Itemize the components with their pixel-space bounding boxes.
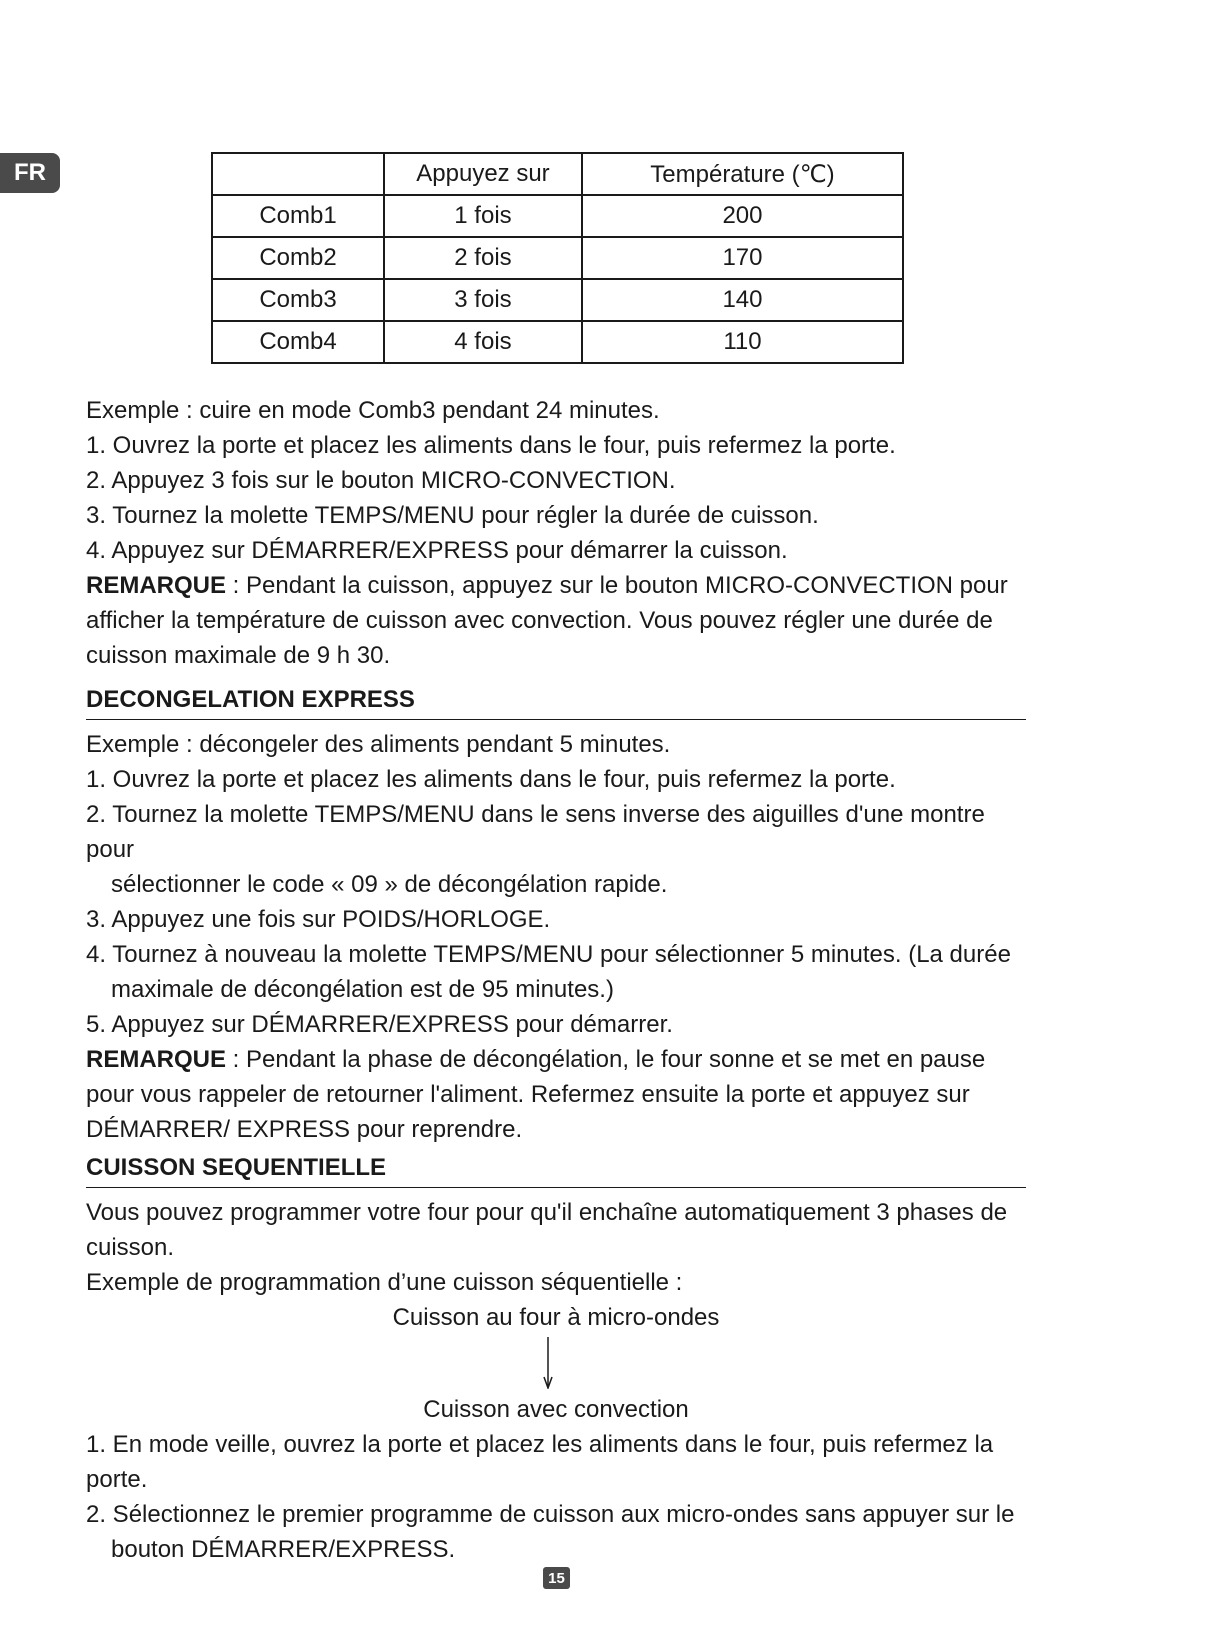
example-text: Exemple de programmation d’une cuisson séquentielle : (86, 1269, 683, 1296)
note-paragraph (86, 1042, 1026, 1147)
table-header: Température (℃) (582, 153, 903, 195)
flow-step: Cuisson au four à micro-ondes (392, 1304, 720, 1331)
section-heading: CUISSON SEQUENTIELLE (86, 1151, 1026, 1188)
flow-arrow (86, 1335, 1026, 1392)
note-label: REMARQUE (86, 1046, 227, 1073)
table-cell: 4 fois (384, 321, 582, 363)
step-text: 5. Appuyez sur DÉMARRER/EXPRESS pour démarrer. (86, 1011, 673, 1038)
temperature-table (211, 152, 904, 364)
step-text: 4. Tournez à nouveau la molette TEMPS/MENU pour sélectionner 5 minutes. (La durée (86, 941, 1011, 968)
page-number: 15 (543, 1567, 570, 1589)
table-cell: Comb2 (212, 237, 384, 279)
table-cell: Comb3 (212, 279, 384, 321)
table-cell: 170 (582, 237, 903, 279)
table-cell: 3 fois (384, 279, 582, 321)
table-header (212, 153, 384, 195)
step-text: 3. Tournez la molette TEMPS/MENU pour régler la durée de cuisson. (86, 502, 819, 529)
step-text: 3. Appuyez une fois sur POIDS/HORLOGE. (86, 906, 551, 933)
example-text: Exemple : cuire en mode Comb3 pendant 24 minutes. (86, 397, 660, 424)
step-text: 1. En mode veille, ouvrez la porte et placez les aliments dans le four, puis refermez la porte. (86, 1431, 994, 1493)
note-paragraph (86, 568, 1026, 673)
table-row (212, 279, 903, 321)
table-cell: 2 fois (384, 237, 582, 279)
table-cell: 1 fois (384, 195, 582, 237)
table-cell: Comb1 (212, 195, 384, 237)
step-text: 4. Appuyez sur DÉMARRER/EXPRESS pour démarrer la cuisson. (86, 537, 788, 564)
step-text: maximale de décongélation est de 95 minutes.) (111, 976, 614, 1003)
table-row (212, 195, 903, 237)
flow-step: Cuisson avec convection (423, 1396, 689, 1423)
note-text: : Pendant la phase de décongélation, le four sonne et se met en pause pour vous rappeler de retourner l'aliment. Refermez ensuite la porte et appuyez sur DÉMARRER/ EXPRESS pour reprendre. (86, 1046, 986, 1143)
table-header-row (212, 153, 903, 195)
example-text: Exemple : décongeler des aliments pendant 5 minutes. (86, 731, 671, 758)
note-text: : Pendant la cuisson, appuyez sur le bouton MICRO-CONVECTION pour afficher la température de cuisson avec convection. Vous pouvez régler une durée de cuisson maximale de 9 h 30. (86, 572, 1008, 669)
step-text: bouton DÉMARRER/EXPRESS. (111, 1536, 456, 1563)
table-cell: Comb4 (212, 321, 384, 363)
step-text: 1. Ouvrez la porte et placez les aliments dans le four, puis refermez la porte. (86, 766, 896, 793)
step-text: 2. Tournez la molette TEMPS/MENU dans le sens inverse des aiguilles d'une montre pour (86, 801, 985, 863)
table-cell: 110 (582, 321, 903, 363)
page-content (86, 393, 1026, 1567)
step-text: 2. Appuyez 3 fois sur le bouton MICRO-CONVECTION. (86, 467, 676, 494)
step-text: 1. Ouvrez la porte et placez les aliments dans le four, puis refermez la porte. (86, 432, 896, 459)
step-text: sélectionner le code « 09 » de décongélation rapide. (111, 871, 668, 898)
table-row (212, 321, 903, 363)
section-heading: DECONGELATION EXPRESS (86, 683, 1026, 720)
arrow-down-icon (542, 1337, 554, 1389)
step-text: 2. Sélectionnez le premier programme de cuisson aux micro-ondes sans appuyer sur le (86, 1501, 1015, 1528)
language-tab: FR (0, 153, 60, 193)
table-row (212, 237, 903, 279)
note-label: REMARQUE (86, 572, 227, 599)
table-header: Appuyez sur (384, 153, 582, 195)
intro-text: Vous pouvez programmer votre four pour qu'il enchaîne automatiquement 3 phases de cuisson. (86, 1199, 1008, 1261)
table-cell: 140 (582, 279, 903, 321)
table-cell: 200 (582, 195, 903, 237)
